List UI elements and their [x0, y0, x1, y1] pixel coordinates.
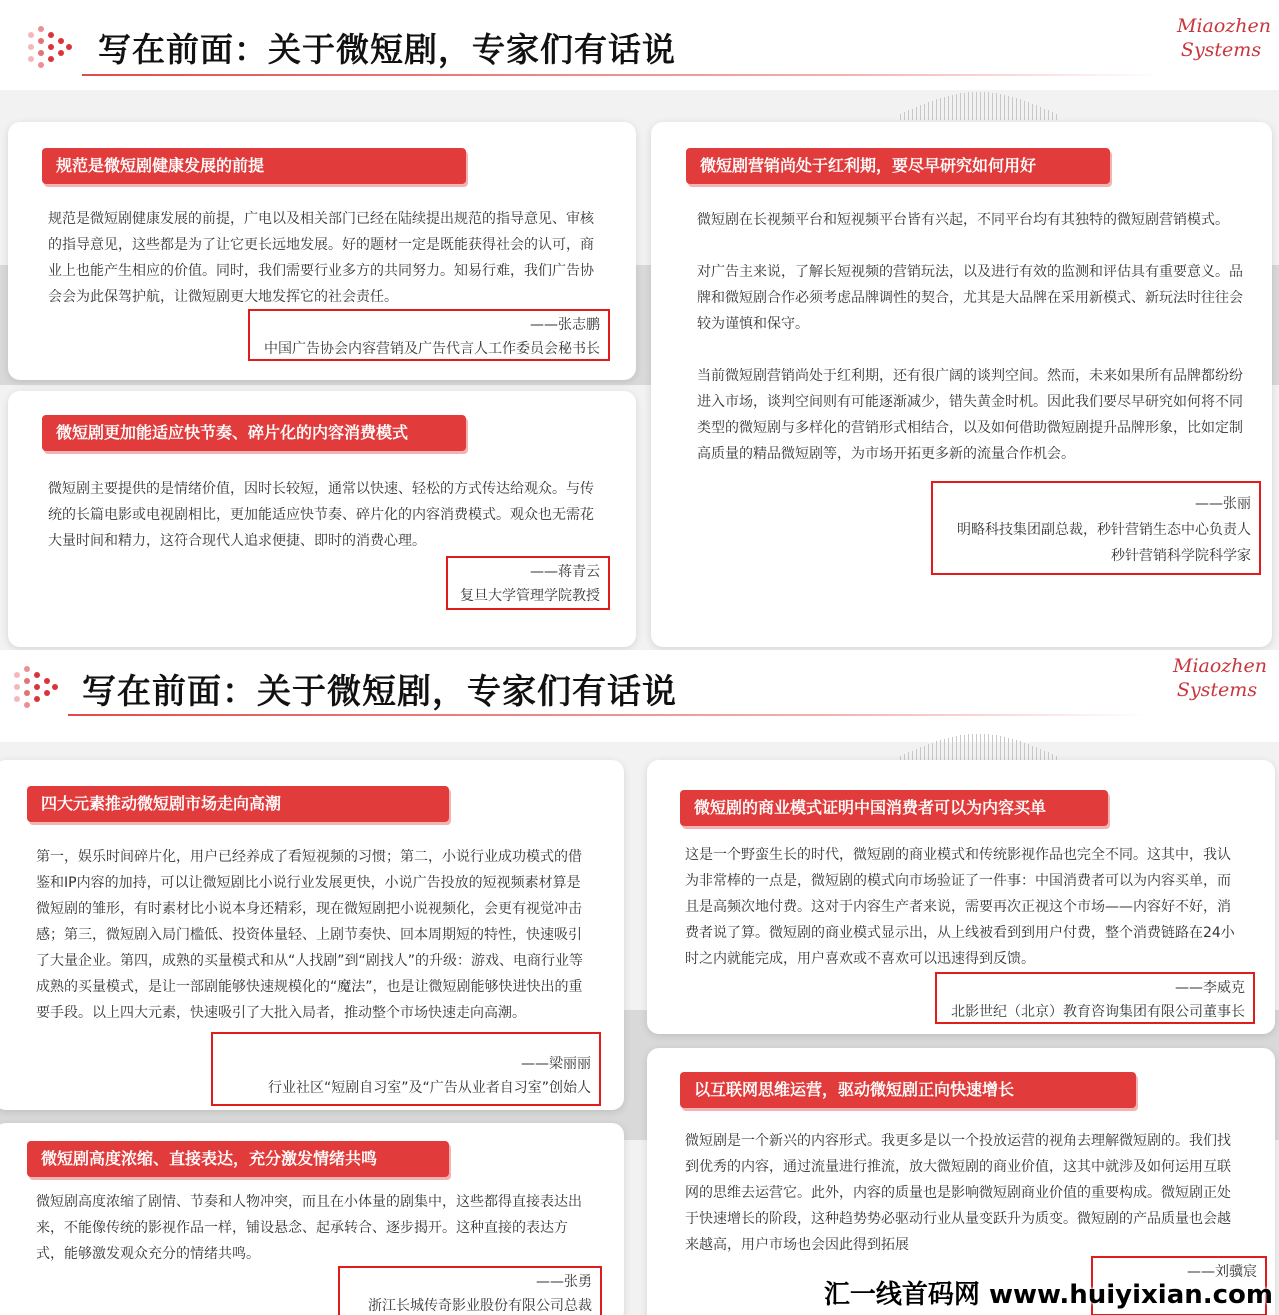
- decor-line: [984, 92, 985, 120]
- decor-line: [1016, 98, 1017, 120]
- decor-line: [992, 93, 993, 120]
- card-label: 微短剧的商业模式证明中国消费者可以为内容买单: [680, 790, 1108, 826]
- card-paragraph: 微短剧在长视频平台和短视频平台皆有兴起，不同平台均有其独特的微短剧营销模式。: [697, 212, 1229, 228]
- decor-line: [972, 734, 973, 762]
- decor-line: [960, 93, 961, 120]
- card-body: [685, 842, 1241, 972]
- decor-line: [952, 737, 953, 762]
- page-title: 写在前面：关于微短剧，专家们有话说: [82, 672, 677, 712]
- decor-line: [992, 735, 993, 762]
- card-paragraph: 微短剧高度浓缩了剧情、节奏和人物冲突，而且在小体量的剧集中，这些都得直接表达出来，不能像传统的影视作品一样，铺设悬念、起承转合、逐步揭开。这种直接的表达方式，能够激发观众充分的情绪共鸣。: [36, 1194, 582, 1262]
- decor-line: [940, 98, 941, 120]
- expert-title: 明略科技集团副总裁，秒针营销生态中心负责人: [957, 522, 1251, 538]
- decor-line: [1008, 96, 1009, 120]
- expert-name: ——张志鹏: [530, 317, 600, 333]
- card-paragraph: 对广告主来说，了解长短视频的营销玩法，以及进行有效的监测和评估具有重要意义。品牌和微短剧合作必须考虑品牌调性的契合，尤其是大品牌在采用新模式、新玩法时往往会较为谨慎和保守。: [697, 264, 1243, 332]
- card-body: [685, 1128, 1241, 1258]
- card-label: 微短剧更加能适应快节奏、碎片化的内容消费模式: [42, 415, 466, 451]
- slide-header: [0, 650, 1279, 742]
- decor-line: [920, 105, 921, 120]
- decor-line: [1008, 738, 1009, 762]
- logo-line-2: Systems: [1180, 39, 1262, 61]
- decor-line: [900, 114, 901, 120]
- decor-line: [976, 734, 977, 762]
- decor-line: [976, 92, 977, 120]
- decor-line: [972, 92, 973, 120]
- decor-line: [936, 99, 937, 120]
- decor-line: [944, 739, 945, 762]
- expert-name: ——张勇: [536, 1274, 592, 1290]
- decor-line: [1016, 740, 1017, 762]
- card-label: 微短剧营销尚处于红利期，要尽早研究如何用好: [686, 148, 1110, 184]
- slide-header: [0, 0, 1279, 90]
- expert-attribution: [446, 556, 610, 610]
- decor-line: [948, 738, 949, 762]
- card-body: [48, 476, 600, 554]
- card-paragraph: 这是一个野蛮生长的时代，微短剧的商业模式和传统影视作品也完全不同。这其中，我认为非常棒的一点是，微短剧的模式向市场验证了一件事：中国消费者可以为内容买单，而且是高频次地付费。这对于内容生产者来说，需要再次正视这个市场——内容好不好，消费者说了算。微短剧的商业模式显示出，从上线被看到到用户付费，整个消费链路在24小时之内就能完成，用户喜欢或不喜欢可以迅速得到反馈。: [685, 847, 1235, 967]
- miaozhen-logo: [1177, 14, 1272, 62]
- decor-line: [996, 93, 997, 120]
- expert-card: [651, 122, 1272, 647]
- decor-line: [944, 97, 945, 120]
- logo-line-1: Miaozhen: [1173, 655, 1268, 677]
- decor-line: [956, 94, 957, 120]
- decor-line: [1012, 739, 1013, 762]
- decor-line: [1056, 114, 1057, 120]
- page-title: 写在前面：关于微短剧，专家们有话说: [98, 30, 676, 69]
- expert-name: ——蒋青云: [530, 564, 600, 580]
- decor-line: [996, 735, 997, 762]
- expert-card: [647, 760, 1275, 1034]
- decor-line: [980, 734, 981, 762]
- decor-line: [928, 102, 929, 120]
- decor-line: [988, 92, 989, 120]
- card-label: 以互联网思维运营，驱动微短剧正向快速增长: [680, 1072, 1136, 1108]
- miaozhen-logo: [1173, 654, 1268, 702]
- decor-line: [964, 735, 965, 762]
- decor-line: [1024, 101, 1025, 120]
- decorative-lines: [0, 732, 1279, 762]
- dots-arrow-icon: [14, 664, 58, 708]
- expert-attribution: [931, 481, 1261, 575]
- title-underline: [82, 74, 1162, 76]
- card-paragraph: 当前微短剧营销尚处于红利期，还有很广阔的谈判空间。然而，未来如果所有品牌都纷纷进入市场，谈判空间则有可能逐渐减少，错失黄金时机。因此我们要尽早研究如何将不同类型的微短剧与多样化的营销形式相结合，以及如何借助微短剧提升品牌形象，比如定制高质量的精品微短剧等，为市场开拓更多新的流量合作机会。: [697, 368, 1243, 462]
- card-paragraph: 第一，娱乐时间碎片化，用户已经养成了看短视频的习惯；第二，小说行业成功模式的借鉴和IP内容的加持，可以让微短剧比小说行业发展更快，小说广告投放的短视频素材算是微短剧的雏形，有时素材比小说本身还精彩，现在微短剧把小说视频化，会更有视觉冲击感；第三，微短剧入局门槛低、投资体量轻、上剧节奏快、回本周期短的特性，快速吸引了大量企业。第四，成熟的买量模式和从“人找剧”到“剧找人”的升级：游戏、电商行业等成熟的买量模式，是让一部剧能够快速规模化的“魔法”，也是让微短剧能够快进快出的重要手段。以上四大元素，快速吸引了大批入局者，推动整个市场快速走向高潮。: [36, 849, 584, 1021]
- slide-1: [0, 0, 1279, 650]
- expert-name: ——李威克: [1175, 980, 1245, 996]
- decor-line: [1004, 95, 1005, 120]
- decor-line: [968, 92, 969, 120]
- decorative-lines: [0, 90, 1279, 120]
- expert-name: ——梁丽丽: [521, 1056, 591, 1072]
- decor-line: [952, 95, 953, 120]
- expert-card: [8, 122, 636, 380]
- decor-line: [984, 734, 985, 762]
- decor-line: [1032, 104, 1033, 120]
- decor-line: [988, 734, 989, 762]
- expert-title: 浙江长城传奇影业股份有限公司总裁: [368, 1298, 592, 1314]
- site-watermark: 汇一线首码网 www.huiyixian.com: [823, 1280, 1273, 1310]
- expert-name: ——刘骥宸: [1187, 1264, 1257, 1280]
- expert-attribution: [211, 1032, 601, 1106]
- decor-line: [956, 736, 957, 762]
- slide-2: [0, 650, 1279, 1315]
- dots-arrow-icon: [28, 24, 72, 68]
- decor-line: [964, 93, 965, 120]
- expert-attribution: [248, 309, 610, 361]
- decor-line: [932, 101, 933, 120]
- card-label: 微短剧高度浓缩、直接表达，充分激发情绪共鸣: [27, 1141, 449, 1177]
- decor-line: [1036, 105, 1037, 120]
- decor-line: [968, 734, 969, 762]
- expert-title: 中国广告协会内容营销及广告代言人工作委员会秘书长: [264, 341, 600, 357]
- expert-title: 行业社区“短剧自习室”及“广告从业者自习室”创始人: [267, 1080, 591, 1096]
- expert-card: [0, 1123, 624, 1315]
- expert-title-2: 秒针营销科学院科学家: [1111, 548, 1251, 564]
- logo-line-2: Systems: [1176, 679, 1258, 701]
- card-label: 四大元素推动微短剧市场走向高潮: [27, 786, 449, 822]
- logo-line-1: Miaozhen: [1177, 15, 1272, 37]
- decor-line: [936, 741, 937, 762]
- decor-line: [1020, 741, 1021, 762]
- decor-line: [912, 109, 913, 120]
- card-body: [36, 1189, 590, 1267]
- decor-line: [940, 740, 941, 762]
- decor-line: [1000, 94, 1001, 120]
- decor-line: [904, 112, 905, 120]
- decor-line: [980, 92, 981, 120]
- decor-line: [908, 110, 909, 120]
- card-paragraph: 规范是微短剧健康发展的前提，广电以及相关部门已经在陆续提出规范的指导意见、审核的指导意见，这些都是为了让它更长远地发展。好的题材一定是既能获得社会的认可，商业上也能产生相应的价值。同时，我们需要行业多方的共同努力。知易行难，我们广告协会会为此保驾护航，让微短剧更大地发挥它的社会责任。: [48, 211, 594, 305]
- decor-line: [948, 96, 949, 120]
- expert-card: [0, 760, 624, 1110]
- expert-title: 北影世纪（北京）教育咨询集团有限公司董事长: [951, 1004, 1245, 1020]
- decor-line: [1000, 736, 1001, 762]
- decor-line: [1012, 97, 1013, 120]
- card-body: [36, 844, 590, 1026]
- decor-line: [1028, 102, 1029, 120]
- title-underline: [68, 714, 1148, 716]
- expert-title: 复旦大学管理学院教授: [460, 588, 600, 604]
- decor-line: [1040, 107, 1041, 120]
- decor-line: [1048, 110, 1049, 120]
- decor-line: [924, 104, 925, 120]
- card-label: 规范是微短剧健康发展的前提: [42, 148, 466, 184]
- decor-line: [1020, 99, 1021, 120]
- card-paragraph: 微短剧是一个新兴的内容形式。我更多是以一个投放运营的视角去理解微短剧的。我们找到优秀的内容，通过流量进行推流，放大微短剧的商业价值，这其中就涉及如何运用互联网的思维去运营它。此外，内容的质量也是影响微短剧商业价值的重要构成。微短剧正处于快速增长的阶段，这种趋势势必驱动行业从量变跃升为质变。微短剧的产品质量也会越来越高，用户市场也会因此得到拓展: [685, 1133, 1231, 1253]
- decor-line: [1052, 112, 1053, 120]
- decor-line: [960, 735, 961, 762]
- expert-attribution: [935, 972, 1255, 1024]
- expert-name: ——张丽: [1195, 496, 1251, 512]
- decor-line: [916, 107, 917, 120]
- card-paragraph: 微短剧主要提供的是情绪价值，因时长较短，通常以快速、轻松的方式传达给观众。与传统的长篇电影或电视剧相比，更加能适应快节奏、碎片化的内容消费模式。观众也无需花大量时间和精力，这符合现代人追求便捷、即时的消费心理。: [48, 481, 594, 549]
- decor-line: [1004, 737, 1005, 762]
- card-body: [697, 207, 1247, 467]
- card-body: [48, 206, 600, 310]
- expert-attribution: [338, 1266, 602, 1315]
- expert-card: [8, 391, 636, 647]
- decor-line: [1044, 109, 1045, 120]
